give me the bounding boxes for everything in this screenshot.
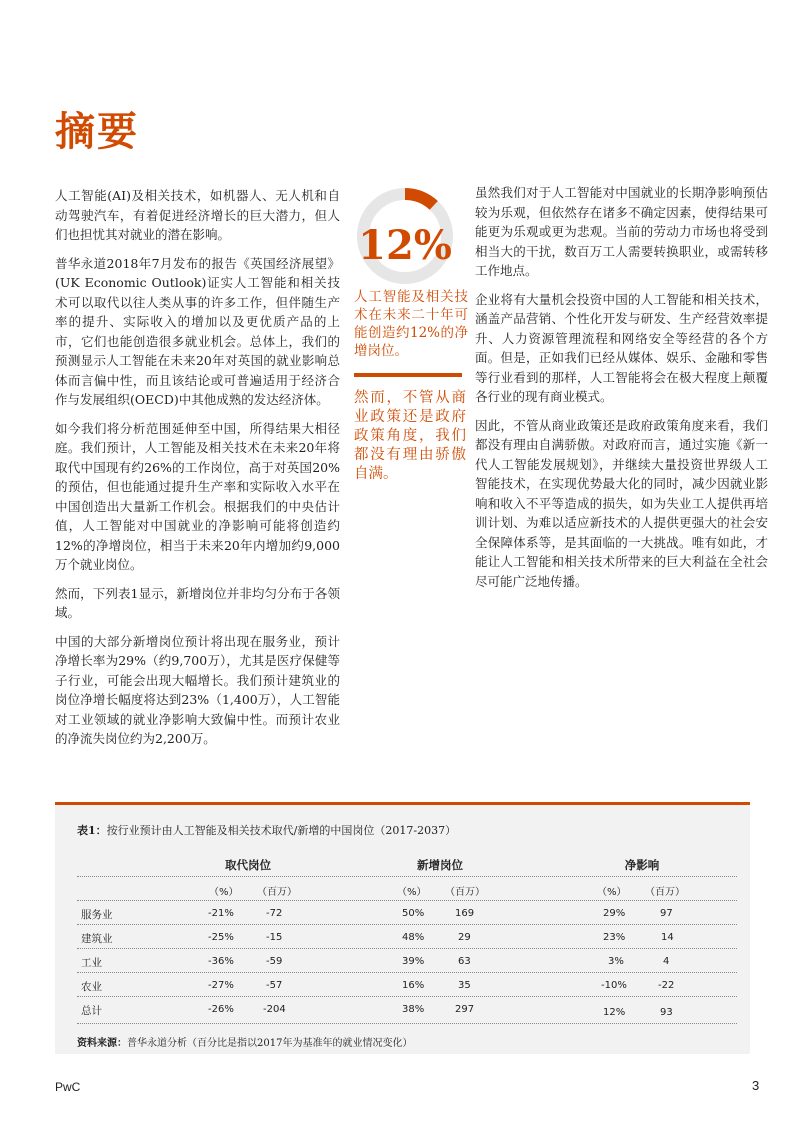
table-cell: -27% bbox=[208, 980, 234, 991]
source-label: 资料来源： bbox=[77, 1038, 127, 1049]
table-cell: 48% bbox=[402, 932, 425, 943]
table-cell: 97 bbox=[660, 908, 673, 919]
source-text: 普华永道分析（百分比是指以2017年为基准年的就业情况变化） bbox=[127, 1038, 413, 1049]
table-title bbox=[77, 822, 456, 838]
table-source bbox=[77, 1034, 412, 1049]
footer-brand: PwC bbox=[55, 1080, 81, 1094]
table-cell: 35 bbox=[458, 980, 471, 991]
table-rule bbox=[77, 948, 737, 949]
table-cell: 29 bbox=[458, 932, 471, 943]
table-cell: -10% bbox=[601, 980, 627, 991]
table-rule bbox=[77, 1023, 737, 1024]
table-cell: 16% bbox=[402, 980, 425, 991]
row-label: 总计 bbox=[81, 1005, 102, 1017]
row-label: 建筑业 bbox=[81, 933, 113, 945]
paragraph: 企业将有大量机会投资中国的人工智能和相关技术，涵盖产品营销、个性化开发与研发、生产经营效率提升、人力资源管理流程和网络安全等经营的各个方面。但是，正如我们已经从媒体、娱乐、金融和零售等行业看到的那样，人工智能将会在极大程度上颠覆各行业的现有商业模式。 bbox=[475, 291, 768, 404]
paragraph: 人工智能(AI)及相关技术，如机器人、无人机和自动驾驶汽车，有着促进经济增长的巨大潜力，但人们也担忧其对就业的潜在影响。 bbox=[55, 188, 340, 242]
column-group-header: 取代岗位 bbox=[225, 858, 271, 872]
table-cell: 23% bbox=[603, 932, 626, 943]
row-label: 工业 bbox=[81, 957, 102, 969]
table-cell: -36% bbox=[208, 956, 234, 967]
stat-caption: 人工智能及相关技术在未来二十年可能创造约12%的净增岗位。 bbox=[354, 289, 468, 359]
row-label: 服务业 bbox=[81, 909, 113, 921]
table-cell: -59 bbox=[266, 956, 283, 967]
column-group-header: 新增岗位 bbox=[417, 858, 463, 872]
data-table bbox=[55, 802, 750, 1054]
table-cell: 297 bbox=[455, 1004, 475, 1015]
divider bbox=[354, 373, 462, 377]
table-cell: 50% bbox=[402, 908, 425, 919]
table-cell: -22 bbox=[658, 980, 675, 991]
paragraph: 如今我们将分析范围延伸至中国，所得结果大相径庭。我们预计，人工智能及相关技术在未来20年将取代中国现有约26%的工作岗位，高于对英国20%的预估，但也能通过提升生产率和实际收入水平在中国创造出大量新工作机会。根据我们的中央估计值，人工智能对中国就业的净影响可能将创造约12%的净增岗位，相当于未来20年内增加约9,000万个就业岗位。 bbox=[55, 420, 340, 572]
page-number: 3 bbox=[752, 1078, 760, 1093]
table-cell: 4 bbox=[663, 956, 670, 967]
table-cell: -72 bbox=[266, 908, 283, 919]
right-column bbox=[475, 183, 768, 600]
unit-label: （百万） bbox=[257, 887, 297, 898]
table-title-text: 按行业预计由人工智能及相关技术取代/新增的中国岗位（2017-2037） bbox=[106, 824, 457, 837]
paragraph: 因此，不管从商业政策还是政府政策角度来看，我们都没有理由自满骄傲。对政府而言，通过实施《新一代人工智能发展规划》，并继续大量投资世界级人工智能技术，在实现优势最大化的同时，减少因就业影响和收入不平等造成的损失，如为失业工人提供再培训计划、为难以适应新技术的人提供更强大的社会安全保障体系等，是其面临的一大挑战。唯有如此，才能让人工智能和相关技术所带来的巨大利益在全社会尽可能广泛地传播。 bbox=[475, 417, 768, 589]
unit-label: （%） bbox=[209, 887, 239, 898]
pull-quote: 然而，不管从商业政策还是政府政策角度，我们都没有理由骄傲自满。 bbox=[354, 390, 466, 482]
unit-label: （%） bbox=[597, 887, 627, 898]
table-cell: -26% bbox=[208, 1004, 234, 1015]
table-cell: -15 bbox=[266, 932, 283, 943]
table-rule bbox=[77, 924, 737, 925]
unit-label: （百万） bbox=[445, 887, 485, 898]
table-cell: 93 bbox=[660, 1007, 673, 1018]
unit-label: （百万） bbox=[645, 887, 685, 898]
paragraph: 中国的大部分新增岗位预计将出现在服务业，预计净增长率为29%（约9,700万），尤其是医疗保健等子行业，可能会出现大幅增长。我们预计建筑业的岗位净增长幅度将达到23%（1,400万），人工智能对工业领域的就业净影响大致偏中性。而预计农业的净流失岗位约为2,200万。 bbox=[55, 633, 340, 746]
page-title: 摘要 bbox=[55, 109, 139, 155]
table-cell: 14 bbox=[661, 932, 674, 943]
table-cell: 3% bbox=[608, 956, 624, 967]
table-cell: -21% bbox=[208, 908, 234, 919]
table-title-label: 表1： bbox=[77, 824, 107, 837]
paragraph: 虽然我们对于人工智能对中国就业的长期净影响预估较为乐观，但依然存在诸多不确定因素，使得结果可能更为乐观或更为悲观。当前的劳动力市场也将受到相当大的干扰，数百万工人需要转换职业，或需转移工作地点。 bbox=[475, 185, 768, 278]
donut-arc bbox=[405, 194, 434, 205]
table-rule bbox=[77, 900, 737, 901]
unit-label: （%） bbox=[397, 887, 427, 898]
table-cell: 29% bbox=[603, 908, 626, 919]
table-cell: 12% bbox=[603, 1007, 626, 1018]
table-cell: 39% bbox=[402, 956, 425, 967]
table-cell: -204 bbox=[263, 1004, 286, 1015]
left-column bbox=[55, 186, 340, 758]
stat-number: 12% bbox=[358, 222, 452, 269]
table-cell: -25% bbox=[208, 932, 234, 943]
paragraph: 普华永道2018年7月发布的报告《英国经济展望》(UK Economic Outlook)证实人工智能和相关技术可以取代以往人类从事的许多工作，但伴随生产率的提升、实际收入的增加以及更优质产品的上市，它们也能创造很多就业机会。总体上，我们的预测显示人工智能在未来20年对英国的就业影响总体而言偏中性，而且该结论或可普遍适用于经济合作与发展组织(OECD)中其他成熟的发达经济体。 bbox=[55, 255, 340, 407]
paragraph: 然而，下列表1显示，新增岗位并非均匀分布于各领域。 bbox=[55, 585, 340, 620]
column-group-header: 净影响 bbox=[624, 858, 660, 872]
table-rule bbox=[77, 876, 737, 877]
table-cell: 169 bbox=[455, 908, 475, 919]
row-label: 农业 bbox=[81, 981, 102, 993]
table-cell: 38% bbox=[402, 1004, 425, 1015]
table-cell: -57 bbox=[266, 980, 283, 991]
table-cell: 63 bbox=[458, 956, 471, 967]
table-rule bbox=[77, 972, 737, 973]
table-rule bbox=[77, 996, 737, 997]
